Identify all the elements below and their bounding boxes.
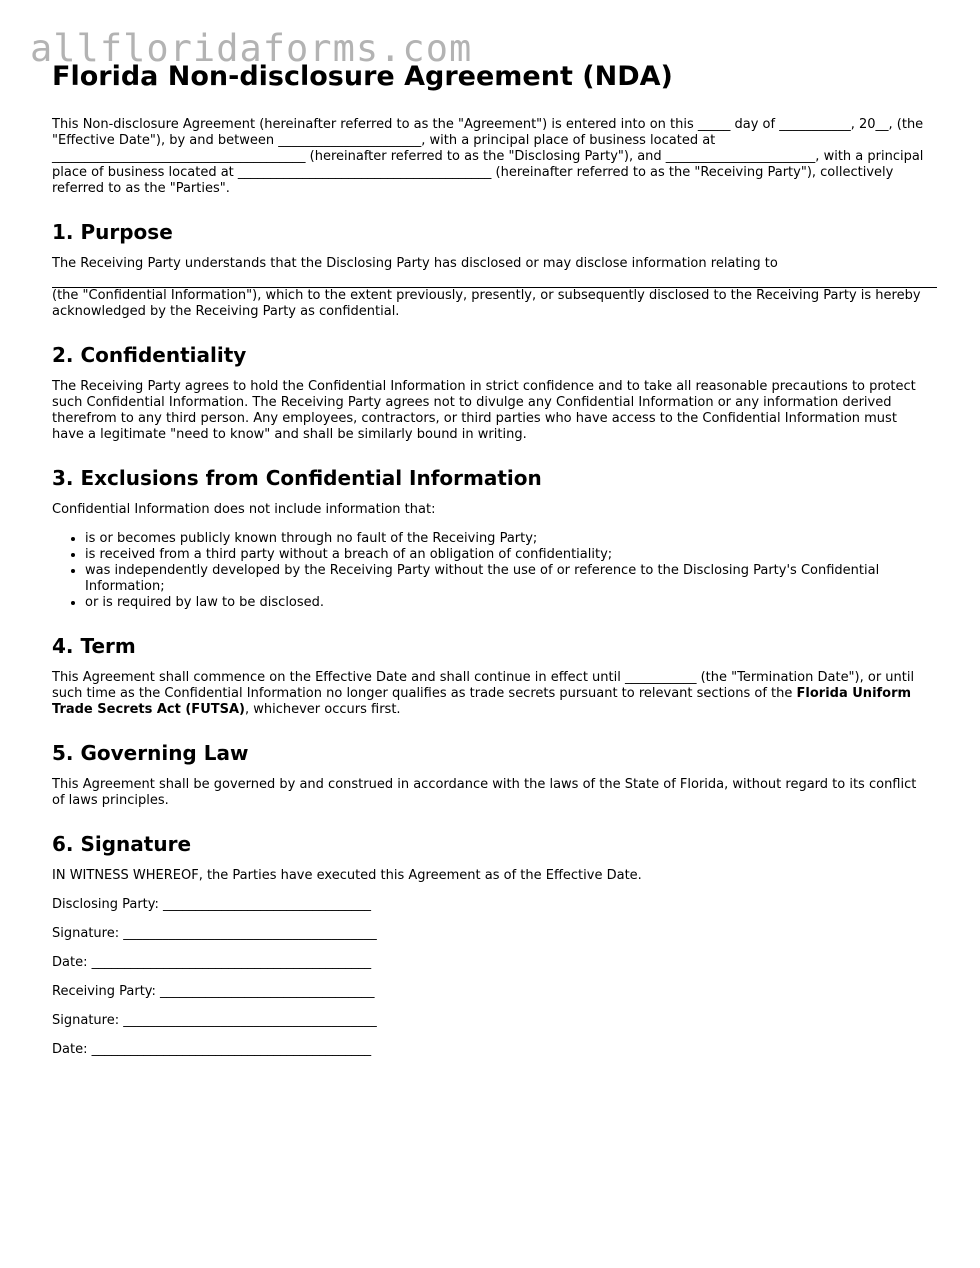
list-item: • or is required by law to be disclosed. <box>85 595 932 611</box>
signature-lead: IN WITNESS WHEREOF, the Parties have executed this Agreement as of the Effective Date. <box>52 868 642 883</box>
purpose-text-line2: (the "Confidential Information"), which to the extent previously, presently, or subsequently disclosed to the Receiving Party is hereby acknowledged by the Receiving Party as confidential. <box>52 288 921 319</box>
term-text-before: This Agreement shall commence on the Effective Date and shall continue in effect until ___________ (the "Termination Date"), or until such time as the Confidential Information no longer qualifies as trade secrets pursuant to relevant sections of the <box>52 670 915 701</box>
intro-paragraph: This Non-disclosure Agreement (hereinafter referred to as the "Agreement") is entered into on this _____ day of ___________, 20__, (the "Effective Date"), by and between ______________________, with a principal place of business located at _______________________________________ (hereinafter referred to as the "Disclosing Party"), and _______________________, with a principal place of business located at _______________________________________ (hereinafter referred to as the "Receiving Party"), collectively referred to as the "Parties". <box>52 117 924 196</box>
document-title: Florida Non-disclosure Agreement (NDA) <box>52 61 673 92</box>
disclosing-signature-field[interactable]: Signature: _______________________________________ <box>52 926 377 941</box>
receiving-signature-field[interactable]: Signature: _______________________________________ <box>52 1013 377 1028</box>
list-item: • was independently developed by the Receiving Party without the use of or reference to the Disclosing Party's Confidential Information; <box>85 563 932 595</box>
list-item: • is received from a third party without a breach of an obligation of confidentiality; <box>85 547 932 563</box>
receiving-date-field[interactable]: Date: ___________________________________________ <box>52 1042 372 1057</box>
purpose-text-line1: The Receiving Party understands that the Disclosing Party has disclosed or may disclose information relating to <box>52 256 778 271</box>
section-heading-exclusions: 3. Exclusions from Confidential Information <box>52 466 542 490</box>
section-heading-term: 4. Term <box>52 634 136 658</box>
disclosing-date-field[interactable]: Date: ___________________________________________ <box>52 955 372 970</box>
disclosing-party-field[interactable]: Disclosing Party: ________________________________ <box>52 897 372 912</box>
purpose-blank-line <box>52 272 937 288</box>
section-heading-governing-law: 5. Governing Law <box>52 741 249 765</box>
confidentiality-paragraph: The Receiving Party agrees to hold the Confidential Information in strict confidence and to take all reasonable precautions to protect such Confidential Information. The Receiving Party agrees not to divulge any Confidential Information or any information derived therefrom to any third person. Any employees, contractors, or third parties who have access to the Confidential Information must have a legitimate "need to know" and shall be similarly bound in writing. <box>52 379 916 442</box>
watermark-logo: allfloridaforms.com <box>30 27 473 70</box>
list-item: • is or becomes publicly known through no fault of the Receiving Party; <box>85 531 932 547</box>
section-heading-purpose: 1. Purpose <box>52 220 173 244</box>
receiving-party-field[interactable]: Receiving Party: _________________________________ <box>52 984 375 999</box>
exclusions-lead: Confidential Information does not include information that: <box>52 502 436 517</box>
futsa-reference: Florida Uniform Trade Secrets Act (FUTSA) <box>52 686 912 717</box>
governing-law-paragraph: This Agreement shall be governed by and construed in accordance with the laws of the State of Florida, without regard to its conflict of laws principles. <box>52 777 917 808</box>
section-heading-confidentiality: 2. Confidentiality <box>52 343 247 367</box>
term-text-after: , whichever occurs first. <box>244 702 401 717</box>
document-page <box>52 60 932 1071</box>
section-heading-signature: 6. Signature <box>52 832 192 856</box>
term-paragraph <box>52 670 932 718</box>
exclusions-list <box>52 531 932 611</box>
